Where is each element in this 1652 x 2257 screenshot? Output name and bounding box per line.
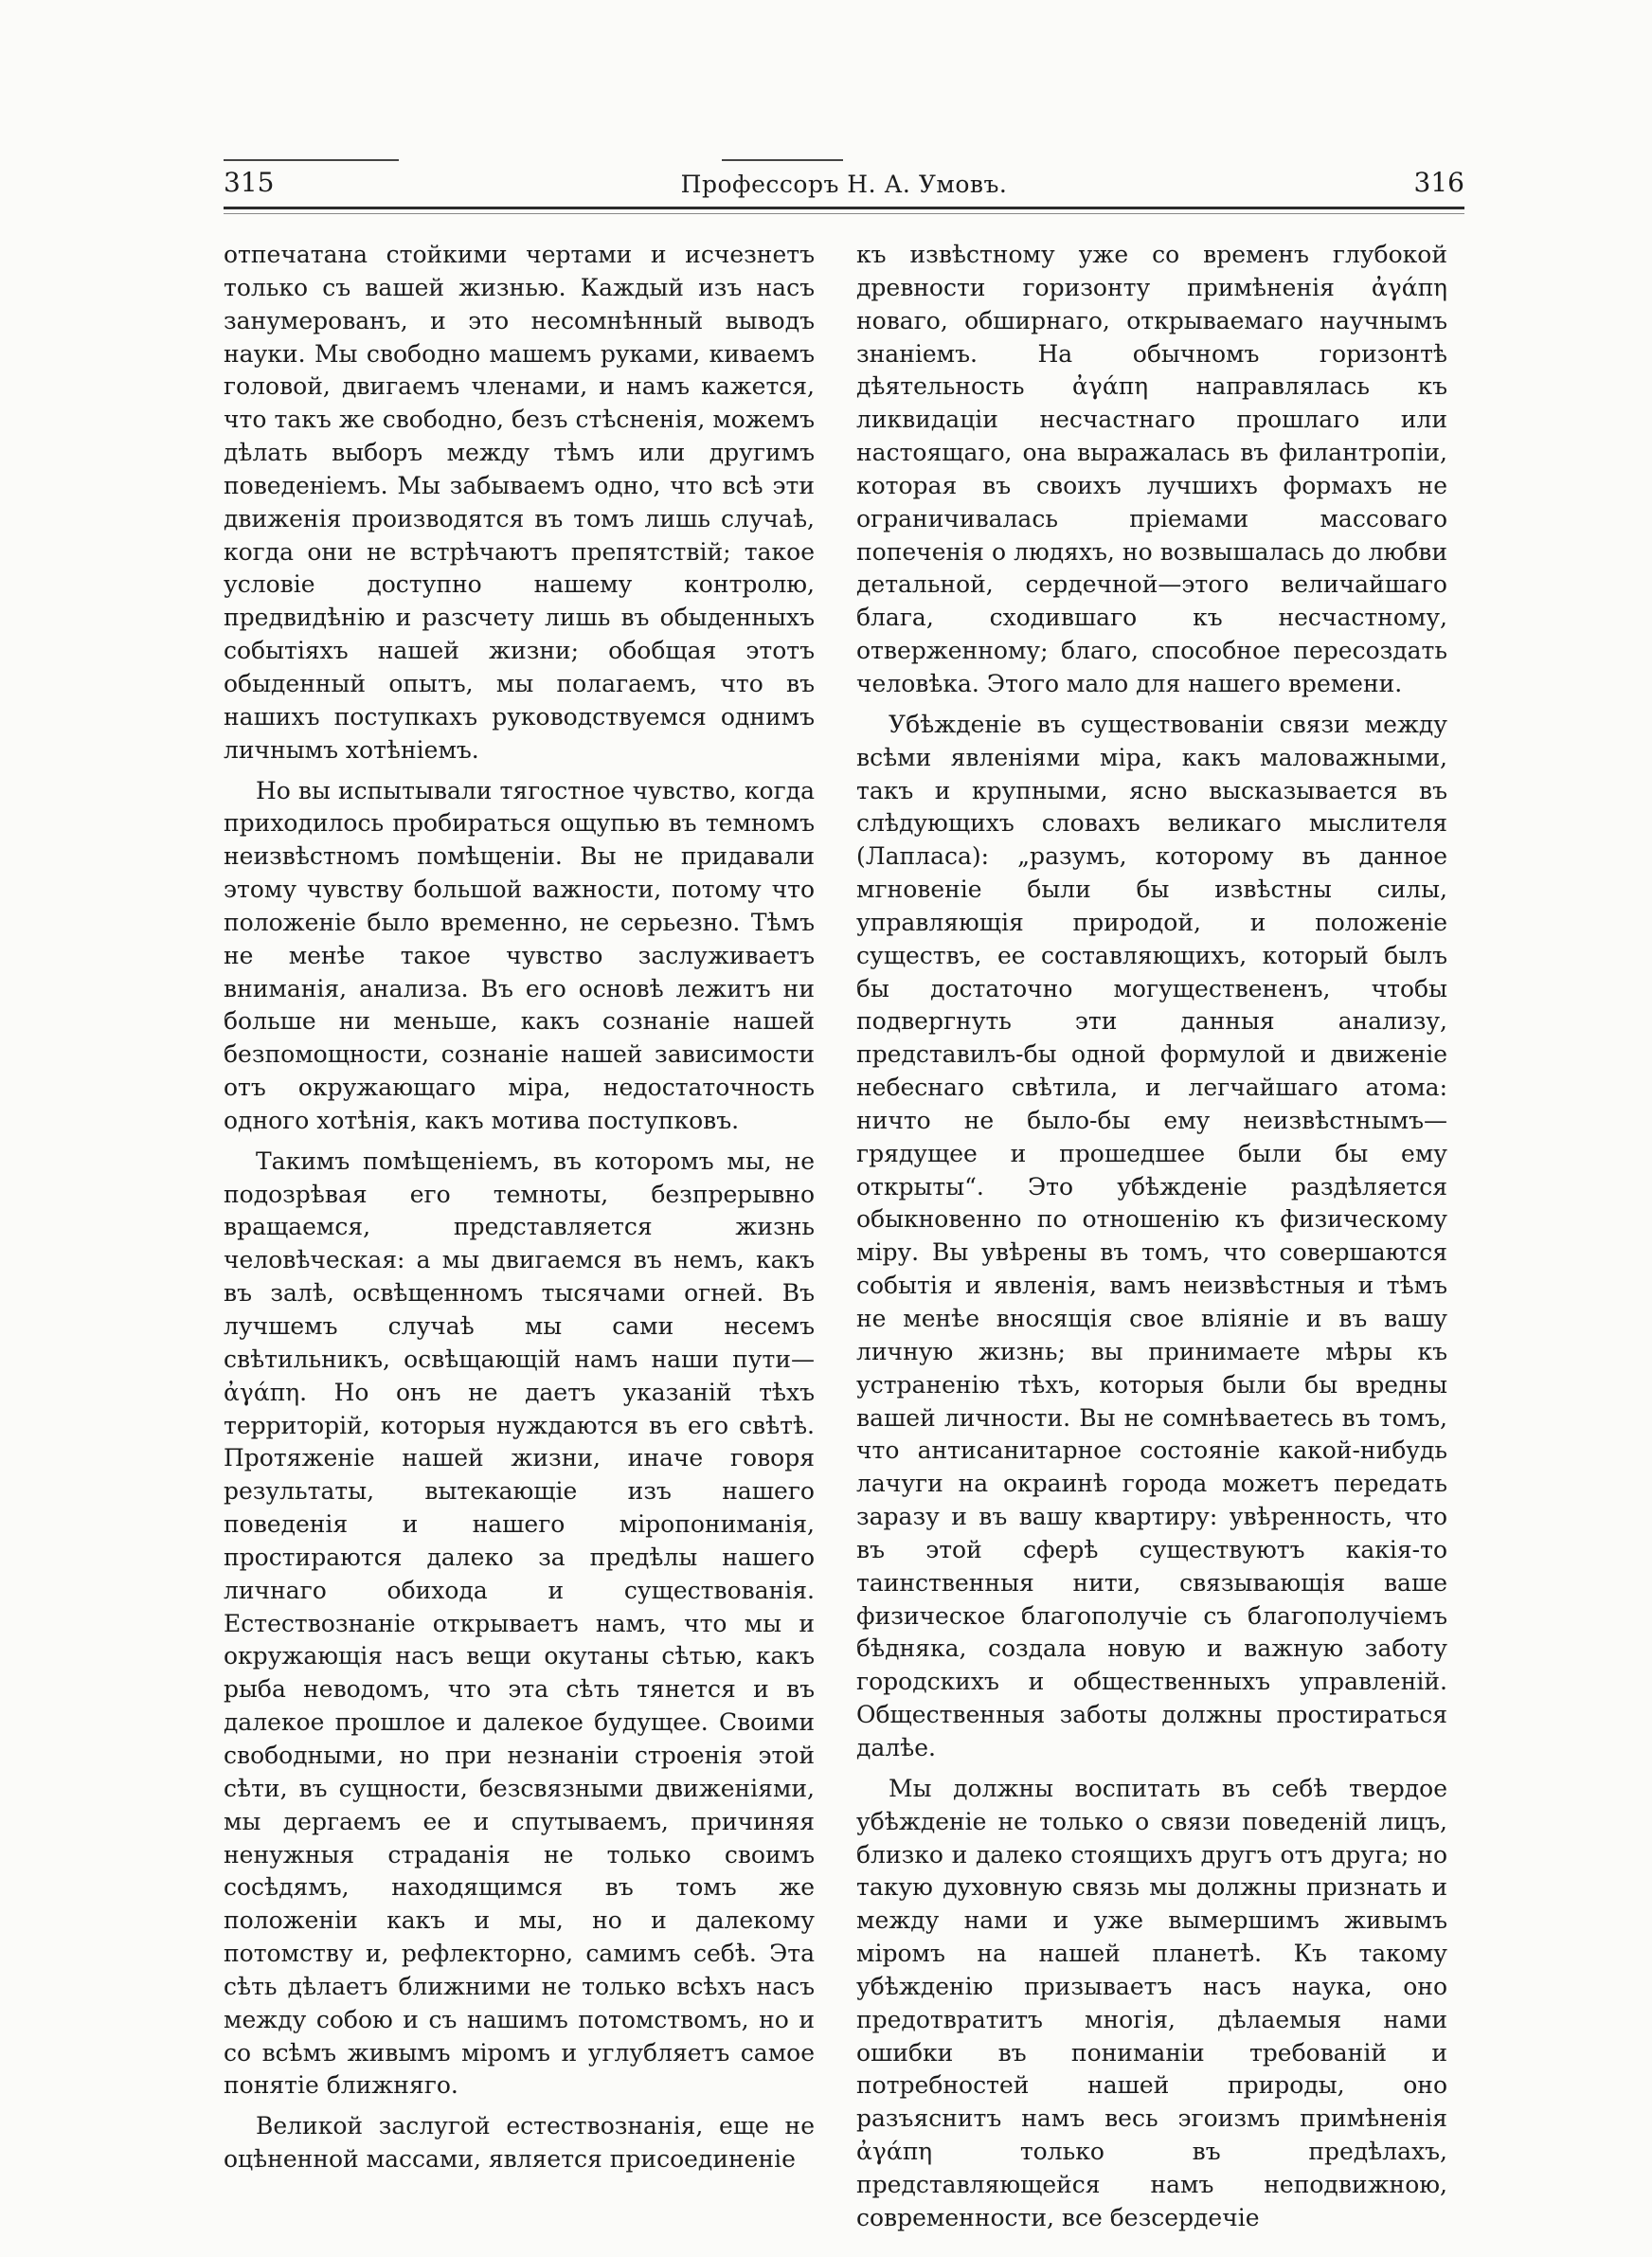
left-column <box>224 239 815 2174</box>
header-ornament-rule-center <box>722 159 843 161</box>
header-rule <box>224 207 1464 209</box>
paragraph: Великой заслугой естествознанія, еще не оцѣненной массами, является присоединеніе <box>224 2112 815 2174</box>
paragraph: Убѣжденіе въ существованіи связи между всѣми явленіями міра, какъ маловажными, такъ и крупными, ясно высказывается въ слѣдующихъ словахъ великаго мыслителя (Лапласа): „разумъ, которому въ данное мгновеніе были бы извѣстны силы, управляющія природой, и положеніе существъ, ее составляющихъ, который былъ бы достаточно могуществененъ, чтобы подвергнуть эти данныя анализу, представилъ-бы одной формулой и движеніе небеснаго свѣтила, и легчайшаго атома: ничто не было-бы ему неизвѣстнымъ—грядущее и прошедшее были бы ему открыты“. Это убѣжденіе раздѣляется обыкновенно по отношенію къ физическому міру. Вы увѣрены въ томъ, что совершаются событія и явленія, вамъ неизвѣстныя и тѣмъ не менѣе вносящія свое вліяніе и въ вашу личную жизнь; вы принимаете мѣры къ устраненію тѣхъ, которыя были бы вредны вашей личности. Вы не сомнѣваетесь въ томъ, что антисанитарное состояніе какой-нибудь лачуги на окраинѣ города можетъ передать заразу и въ вашу квартиру: увѣренность, что въ этой сферѣ существуютъ какія-то таинственныя нити, связывающія ваше физическое благополучіе съ благополучіемъ бѣдняка, создала новую и важную заботу городскихъ и общественныхъ управленій. Общественныя заботы должны простираться далѣе. <box>856 710 1447 1761</box>
header-rule-thin <box>224 213 1464 214</box>
header-ornament-rule-left <box>224 159 399 161</box>
page-number-right: 316 <box>1413 167 1464 198</box>
paragraph: Мы должны воспитать въ себѣ твердое убѣжденіе не только о связи поведеній лицъ, близко и далеко стоящихъ другъ отъ друга; но такую духовную связь мы должны признать и между нами и уже вымершимъ живымъ міромъ на нашей планетѣ. Къ такому убѣжденію призываетъ насъ наука, оно предотвратитъ многія, дѣлаемыя нами ошибки въ пониманіи требованій и потребностей нашей природы, оно разъяснитъ намъ весь эгоизмъ примѣненія ἀγάπη только въ предѣлахъ, представляющейся намъ неподвижною, современности, все безсердечіе <box>856 1774 1447 2231</box>
paragraph: къ извѣстному уже со временъ глубокой древности горизонту примѣненія ἀγάπη новаго, обширнаго, открываемаго научнымъ знаніемъ. На обычномъ горизонтѣ дѣятельность ἀγάπη направлялась къ ликвидаціи несчастнаго прошлаго или настоящаго, она выражалась въ филантропіи, которая въ своихъ лучшихъ формахъ не ограничивалась пріемами массоваго попеченія о людяхъ, но возвышалась до любви детальной, сердечной—этого величайшаго блага, сходившаго къ несчастному, отверженному; благо, способное пересоздать человѣка. Этого мало для нашего времени. <box>856 241 1447 697</box>
paragraph: отпечатана стойкими чертами и исчезнетъ только съ вашей жизнью. Каждый изъ насъ занумерованъ, и это несомнѣнный выводъ науки. Мы свободно машемъ руками, киваемъ головой, двигаемъ членами, и намъ кажется, что такъ же свободно, безъ стѣсненія, можемъ дѣлать выборъ между тѣмъ или другимъ поведеніемъ. Мы забываемъ одно, что всѣ эти движенія производятся въ томъ лишь случаѣ, когда они не встрѣчаютъ препятствій; такое условіе доступно нашему контролю, предвидѣнію и разсчету лишь въ обыденныхъ событіяхъ нашей жизни; обобщая этотъ обыденный опытъ, мы полагаемъ, что въ нашихъ поступкахъ руководствуемся однимъ личнымъ хотѣніемъ. <box>224 241 815 764</box>
running-title: Профессоръ Н. А. Умовъ. <box>680 171 1008 198</box>
paragraph: Такимъ помѣщеніемъ, въ которомъ мы, не подозрѣвая его темноты, безпрерывно вращаемся, представляется жизнь человѣческая: а мы двигаемся въ немъ, какъ въ залѣ, освѣщенномъ тысячами огней. Въ лучшемъ случаѣ мы сами несемъ свѣтильникъ, освѣщающій намъ наши пути—ἀγάπη. Но онъ не даетъ указаній тѣхъ территорій, которыя нуждаются въ его свѣтѣ. Протяженіе нашей жизни, иначе говоря результаты, вытекающіе изъ нашего поведенія и нашего міропониманія, простираются далеко за предѣлы нашего личнаго обихода и существованія. Естествознаніе открываетъ намъ, что мы и окружающія насъ вещи окутаны сѣтью, какъ рыба неводомъ, что эта сѣть тянется и въ далекое прошлое и далекое будущее. Своими свободными, но при незнаніи строенія этой сѣти, въ сущности, безсвязными движеніями, мы дергаемъ ее и спутываемъ, причиняя ненужныя страданія не только своимъ сосѣдямъ, находящимся въ томъ же положеніи какъ и мы, но и далекому потомству и, рефлекторно, самимъ себѣ. Эта сѣть дѣлаетъ ближними не только всѣхъ насъ между собою и съ нашимъ потомствомъ, но и со всѣмъ живымъ міромъ и углубляетъ самое понятіе ближняго. <box>224 1147 815 2100</box>
running-header <box>224 167 1464 205</box>
paragraph: Но вы испытывали тягостное чувство, когда приходилось пробираться ощупью въ темномъ неизвѣстномъ помѣщеніи. Вы не придавали этому чувству большой важности, потому что положеніе было временно, не серьезно. Тѣмъ не менѣе такое чувство заслуживаетъ вниманія, анализа. Въ его основѣ лежитъ ни больше ни меньше, какъ сознаніе нашей безпомощности, сознаніе нашей зависимости отъ окружающаго міра, недостаточность одного хотѣнія, какъ мотива поступковъ. <box>224 776 815 1134</box>
page-number-left: 315 <box>224 167 275 198</box>
right-column <box>856 239 1447 2231</box>
